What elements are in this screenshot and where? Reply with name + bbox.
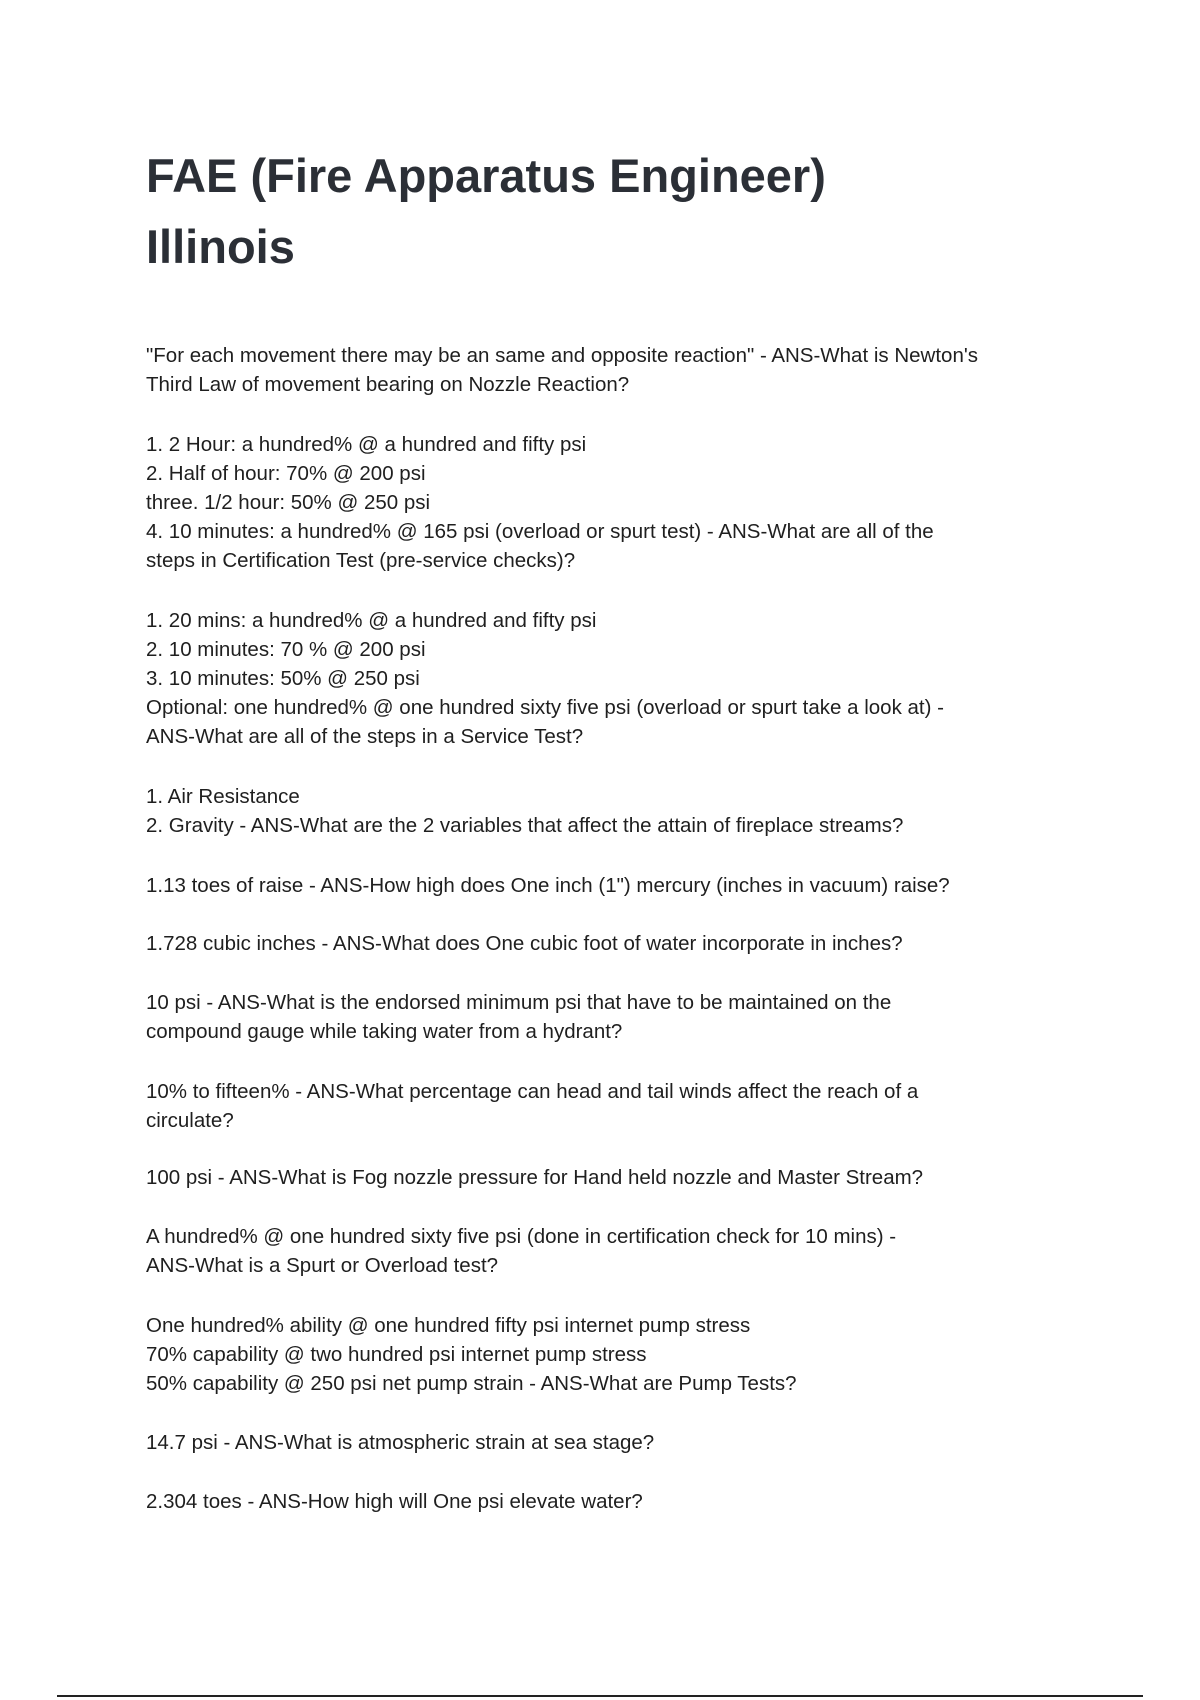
qa-line: 4. 10 minutes: a hundred% @ 165 psi (overload or spurt test) - ANS-What are all of the	[146, 520, 934, 543]
qa-line: 100 psi - ANS-What is Fog nozzle pressure for Hand held nozzle and Master Stream?	[146, 1166, 924, 1189]
qa-line: 2. Half of hour: 70% @ 200 psi	[146, 462, 426, 485]
footer-divider	[57, 1695, 1143, 1697]
qa-line: Optional: one hundred% @ one hundred sixty five psi (overload or spurt take a look at) -	[146, 696, 944, 719]
qa-line: three. 1/2 hour: 50% @ 250 psi	[146, 491, 431, 514]
qa-line: One hundred% ability @ one hundred fifty psi internet pump stress	[146, 1314, 751, 1337]
qa-line: 70% capability @ two hundred psi internet pump stress	[146, 1343, 647, 1366]
qa-entry	[146, 1428, 1086, 1457]
qa-entry	[146, 871, 1086, 900]
qa-line: ANS-What are all of the steps in a Service Test?	[146, 725, 584, 748]
page-title	[146, 140, 1086, 282]
qa-entry	[146, 1222, 1086, 1280]
qa-line: 3. 10 minutes: 50% @ 250 psi	[146, 667, 420, 690]
qa-entry	[146, 1487, 1086, 1516]
qa-line: 1.728 cubic inches - ANS-What does One cubic foot of water incorporate in inches?	[146, 932, 903, 955]
qa-line: 2. 10 minutes: 70 % @ 200 psi	[146, 638, 426, 661]
qa-line: 1. 2 Hour: a hundred% @ a hundred and fifty psi	[146, 433, 587, 456]
qa-line: compound gauge while taking water from a hydrant?	[146, 1020, 623, 1043]
qa-line: 2.304 toes - ANS-How high will One psi elevate water?	[146, 1490, 643, 1513]
qa-line: ANS-What is a Spurt or Overload test?	[146, 1254, 499, 1277]
qa-entry	[146, 782, 1086, 840]
qa-line: 1. 20 mins: a hundred% @ a hundred and fifty psi	[146, 609, 597, 632]
qa-line: steps in Certification Test (pre-service checks)?	[146, 549, 576, 572]
qa-line: 2. Gravity - ANS-What are the 2 variables that affect the attain of fireplace streams?	[146, 814, 904, 837]
qa-entry	[146, 341, 1086, 399]
qa-line: 14.7 psi - ANS-What is atmospheric strain at sea stage?	[146, 1431, 655, 1454]
qa-entry	[146, 988, 1086, 1046]
qa-line: 10 psi - ANS-What is the endorsed minimum psi that have to be maintained on the	[146, 991, 892, 1014]
qa-line: 1.13 toes of raise - ANS-How high does One inch (1") mercury (inches in vacuum) raise?	[146, 874, 950, 897]
qa-line: 10% to fifteen% - ANS-What percentage can head and tail winds affect the reach of a	[146, 1080, 919, 1103]
qa-line: 1. Air Resistance	[146, 785, 300, 808]
qa-line: Third Law of movement bearing on Nozzle Reaction?	[146, 373, 630, 396]
qa-line: "For each movement there may be an same and opposite reaction" - ANS-What is Newton's	[146, 344, 979, 367]
qa-entry	[146, 606, 1086, 751]
qa-entry	[146, 1077, 1086, 1135]
title-line: Illinois	[146, 220, 295, 273]
qa-entry	[146, 1163, 1086, 1192]
qa-entry	[146, 430, 1086, 575]
qa-line: A hundred% @ one hundred sixty five psi (done in certification check for 10 mins) -	[146, 1225, 897, 1248]
qa-entry	[146, 929, 1086, 958]
qa-line: circulate?	[146, 1109, 234, 1132]
qa-entry	[146, 1311, 1086, 1398]
qa-line: 50% capability @ 250 psi net pump strain - ANS-What are Pump Tests?	[146, 1372, 797, 1395]
title-line: FAE (Fire Apparatus Engineer)	[146, 149, 826, 202]
